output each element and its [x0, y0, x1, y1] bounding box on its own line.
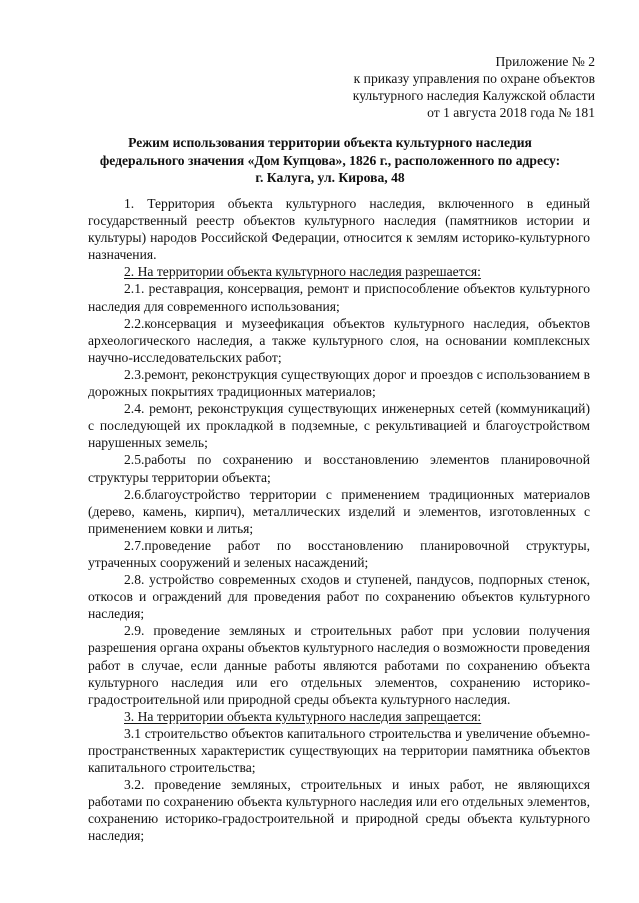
paragraph-2-9: 2.9. проведение земляных и строительных работ при условии получения разрешения органа охраны объектов культурного наследия о возможности проведения работ в случае, если данные работы являются работами по сохранению объекта культурного наследия или его отдельных элементов, сохранению историко-градостроительной или природной среды объекта культурного наследия. — [88, 623, 590, 707]
paragraph-2-5: 2.5.работы по сохранению и восстановлению элементов планировочной структуры территории объекта; — [88, 452, 590, 485]
paragraph-2-8: 2.8. устройство современных сходов и ступеней, пандусов, подпорных стенок, откосов и ограждений для проведения работ по сохранению объектов культурного наследия; — [88, 572, 590, 622]
paragraph-3-2: 3.2. проведение земляных, строительных и иных работ, не являющихся работами по сохранению объекта культурного наследия или его отдельных элементов, сохранению историко-градостроительной и природной среды объекта культурного наследия; — [88, 777, 590, 844]
section-heading-3: 3. На территории объекта культурного наследия запрещается: — [124, 708, 482, 724]
appendix-line-3: культурного наследия Калужской области — [352, 88, 595, 103]
appendix-line-4: от 1 августа 2018 года № 181 — [427, 105, 595, 120]
document-body — [88, 195, 590, 845]
paragraph-2-1: 2.1. реставрация, консервация, ремонт и приспособление объектов культурного наследия для современного использования; — [88, 281, 590, 314]
paragraph-2-2: 2.2.консервация и музеефикация объектов культурного наследия, объектов археологического наследия, а также культурного слоя, на основании комплексных научно-исследовательских работ; — [88, 315, 590, 365]
appendix-header — [295, 53, 595, 121]
paragraph-3-1: 3.1 строительство объектов капитального строительства и увеличение объемно-пространственных характеристик существующих на территории памятника объектов капитального строительства; — [88, 725, 590, 776]
paragraph-2-7: 2.7.проведение работ по восстановлению планировочной структуры, утраченных сооружений и зеленых насаждений; — [88, 537, 590, 570]
appendix-line-2: к приказу управления по охране объектов — [353, 71, 595, 86]
title-line-1: Режим использования территории объекта культурного наследия — [128, 135, 532, 150]
paragraph-2-3: 2.3.ремонт, реконструкция существующих дорог и проездов с использованием в дорожных покрытиях традиционных материалов; — [88, 366, 590, 400]
appendix-line-1: Приложение № 2 — [495, 54, 595, 69]
paragraph-1: 1. Территория объекта культурного наследия, включенного в единый государственный реестр объектов культурного наследия (памятников истории и культуры) народов Российской Федерации, относится к землям историко-культурного назначения. — [88, 196, 590, 263]
paragraph-2-6: 2.6.благоустройство территории с применением традиционных материалов (дерево, камень, кирпич), металлических изделий и элементов, изготовленных с применением ковки и литья; — [88, 486, 590, 536]
title-line-3: г. Калуга, ул. Кирова, 48 — [255, 170, 405, 185]
document-title — [60, 134, 600, 187]
paragraph-2-4: 2.4. ремонт, реконструкция существующих инженерных сетей (коммуникаций) с последующей их прокладкой в подземные, с рекультивацией и благоустройством нарушенных земель; — [88, 401, 590, 451]
title-line-2: федерального значения «Дом Купцова», 1826 г., расположенного по адресу: — [99, 152, 561, 168]
section-heading-2: 2. На территории объекта культурного наследия разрешается: — [124, 264, 481, 280]
